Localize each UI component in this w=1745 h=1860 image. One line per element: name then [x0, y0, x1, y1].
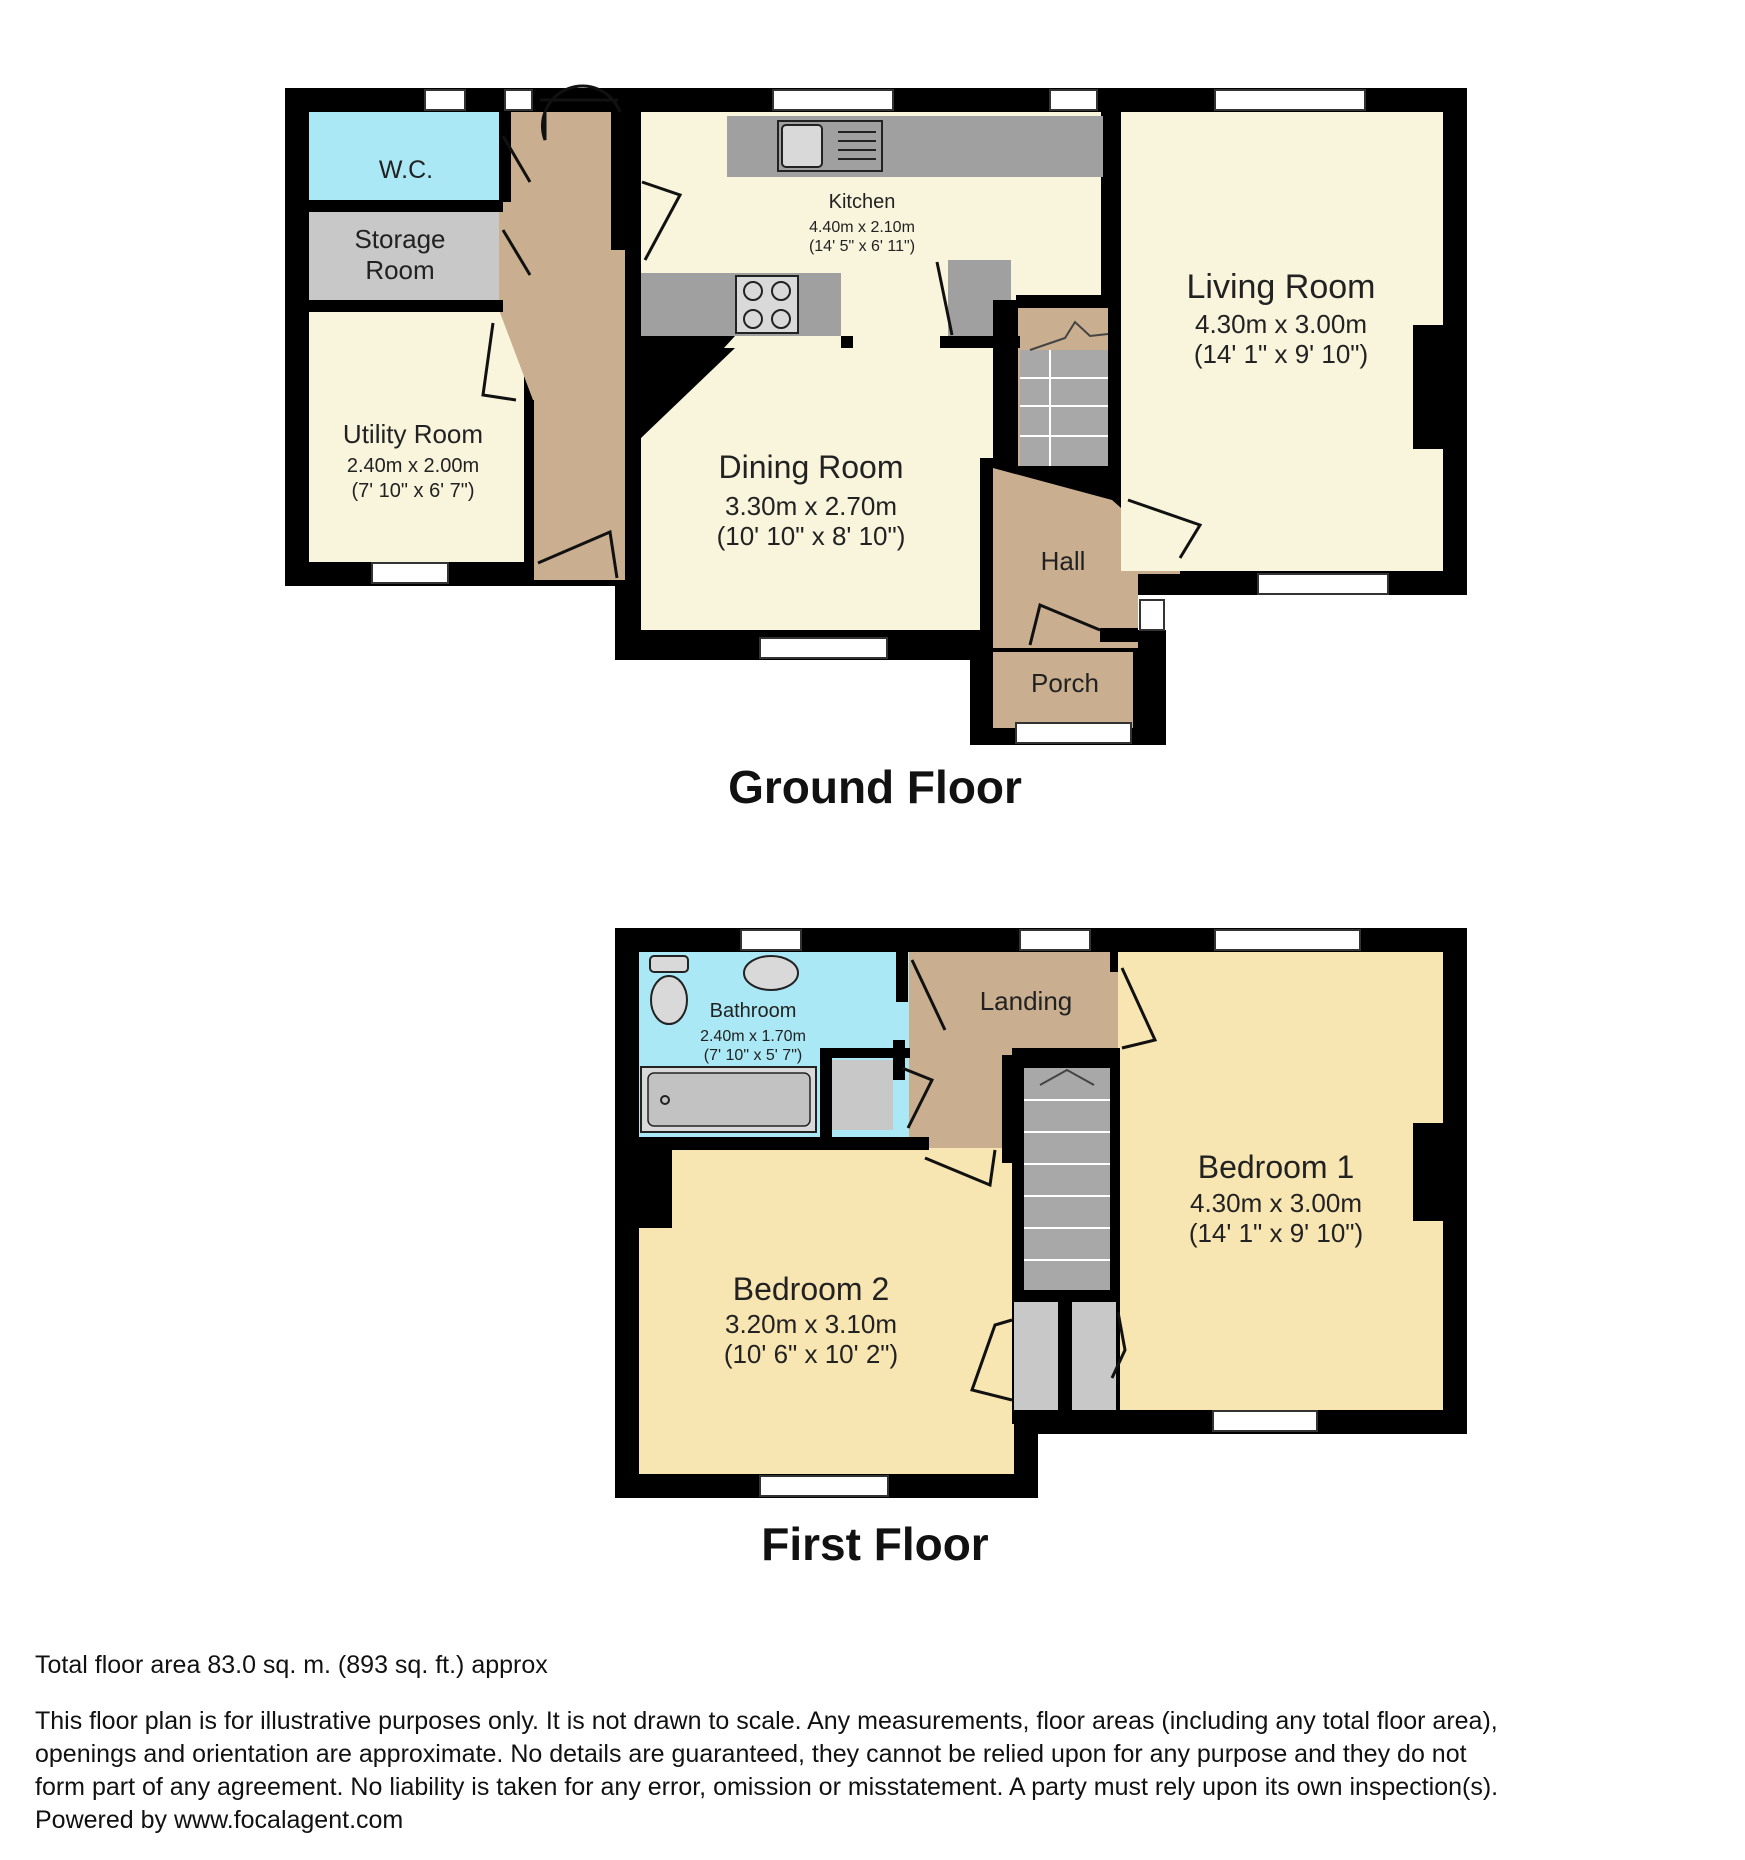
gf-wall: [625, 268, 641, 630]
first-floor-title: First Floor: [761, 1518, 989, 1570]
basin-icon: [744, 956, 798, 990]
gf-wall: [1108, 112, 1121, 492]
living-label: Living Room: [1186, 268, 1376, 306]
sink-bowl-icon: [782, 125, 822, 167]
utility-dim-ft: (7' 10" x 6' 7"): [351, 480, 475, 502]
cupboard-2: [1072, 1302, 1116, 1410]
ff-wall: [820, 1048, 832, 1138]
bedroom2-dim-m: 3.20m x 3.10m: [725, 1309, 897, 1339]
utility-label: Utility Room: [342, 419, 484, 449]
first-floor-plan: [615, 928, 1467, 1498]
dining-label: Dining Room: [718, 449, 904, 485]
cupboard-1: [1014, 1302, 1058, 1410]
disclaimer-line: form part of any agreement. No liability is taken for any error, omission or misstatement. A party must rely upon its own inspection(s).: [35, 1773, 1499, 1801]
ground-floor-title: Ground Floor: [728, 761, 1022, 813]
gf-wall: [309, 200, 503, 212]
bedroom2-floor-lower: [639, 1420, 1014, 1474]
gf-wall: [499, 112, 511, 202]
gf-wall: [841, 336, 853, 348]
hall-label: Hall: [1040, 546, 1086, 576]
window-icon: [1020, 930, 1090, 950]
window-icon: [505, 90, 532, 110]
gf-wall: [1100, 628, 1138, 642]
gf-wall: [980, 458, 993, 648]
ff-wall: [1012, 1290, 1120, 1302]
ff-stairs: [1024, 1068, 1110, 1290]
gf-wall: [993, 300, 1018, 455]
living-dim-ft: (14' 1" x 9' 10"): [1193, 339, 1369, 369]
living-chimney-breast: [1413, 325, 1443, 449]
window-icon: [1213, 1411, 1317, 1431]
dining-dim-m: 3.30m x 2.70m: [725, 491, 897, 521]
window-icon: [773, 90, 893, 110]
window-icon: [1016, 723, 1131, 743]
disclaimer: [35, 1705, 1725, 1837]
bedroom2-dim-ft: (10' 6" x 10' 2"): [723, 1339, 899, 1369]
wc-label: W.C.: [378, 156, 434, 184]
airing-cupboard: [831, 1060, 893, 1130]
bathtub-inner: [648, 1073, 810, 1126]
ff-wall: [896, 952, 908, 1002]
ff-wall: [893, 1040, 905, 1080]
kitchen-dim-ft: (14' 5" x 6' 11"): [808, 238, 916, 255]
gf-wall: [625, 112, 641, 192]
disclaimer-line: openings and orientation are approximate. No details are guaranteed, they cannot be relied upon for any purpose and they do not: [35, 1740, 1467, 1768]
kitchen-label: Kitchen: [828, 191, 896, 213]
bathroom-dim-m: 2.40m x 1.70m: [700, 1028, 806, 1045]
gf-wall: [1016, 295, 1112, 308]
ff-wall: [1002, 1055, 1110, 1069]
bedroom1-chimney: [1413, 1123, 1443, 1221]
bathroom-label: Bathroom: [709, 1000, 797, 1022]
powered-by-link[interactable]: Powered by www.focalagent.com: [35, 1806, 404, 1834]
dining-floor: [641, 348, 993, 630]
window-icon: [1215, 930, 1360, 950]
gf-wall: [524, 400, 534, 580]
window-icon: [372, 563, 448, 583]
hob-icon: [736, 276, 798, 333]
ff-wall: [1110, 952, 1118, 972]
bedroom2-label: Bedroom 2: [732, 1271, 890, 1307]
toilet-cistern-icon: [650, 956, 688, 972]
window-icon: [425, 90, 465, 110]
window-icon: [1050, 90, 1097, 110]
kitchen-dim-m: 4.40m x 2.10m: [809, 219, 915, 236]
landing-label: Landing: [979, 986, 1073, 1016]
ground-floor-plan: [285, 86, 1467, 745]
ff-wall: [1002, 1055, 1022, 1163]
window-icon: [760, 1476, 888, 1496]
window-icon: [1258, 574, 1388, 594]
bedroom1-dim-ft: (14' 1" x 9' 10"): [1188, 1218, 1364, 1248]
living-dim-m: 4.30m x 3.00m: [1195, 309, 1367, 339]
bathroom-dim-ft: (7' 10" x 5' 7"): [703, 1047, 803, 1064]
ff-wall: [1058, 1302, 1072, 1410]
disclaimer-line: This floor plan is for illustrative purposes only. It is not drawn to scale. Any measurements, floor areas (including any total floor area),: [35, 1707, 1498, 1735]
storage-label-line2: Room: [365, 255, 435, 285]
dining-dim-ft: (10' 10" x 8' 10"): [716, 521, 906, 551]
bedroom2-chimney: [639, 1148, 672, 1228]
window-icon: [760, 638, 887, 658]
window-icon: [1215, 90, 1365, 110]
bedroom1-label: Bedroom 1: [1197, 1149, 1355, 1185]
ff-wall: [639, 1137, 929, 1150]
storage-label-line1: Storage: [354, 224, 446, 254]
window-icon: [741, 930, 801, 950]
total-floor-area: Total floor area 83.0 sq. m. (893 sq. ft.) approx: [35, 1651, 548, 1679]
window-icon: [1140, 600, 1164, 630]
toilet-icon: [651, 976, 687, 1024]
gf-wall: [309, 300, 503, 312]
porch-label: Porch: [1031, 668, 1099, 698]
bedroom1-dim-m: 4.30m x 3.00m: [1190, 1188, 1362, 1218]
utility-dim-m: 2.40m x 2.00m: [346, 455, 480, 477]
